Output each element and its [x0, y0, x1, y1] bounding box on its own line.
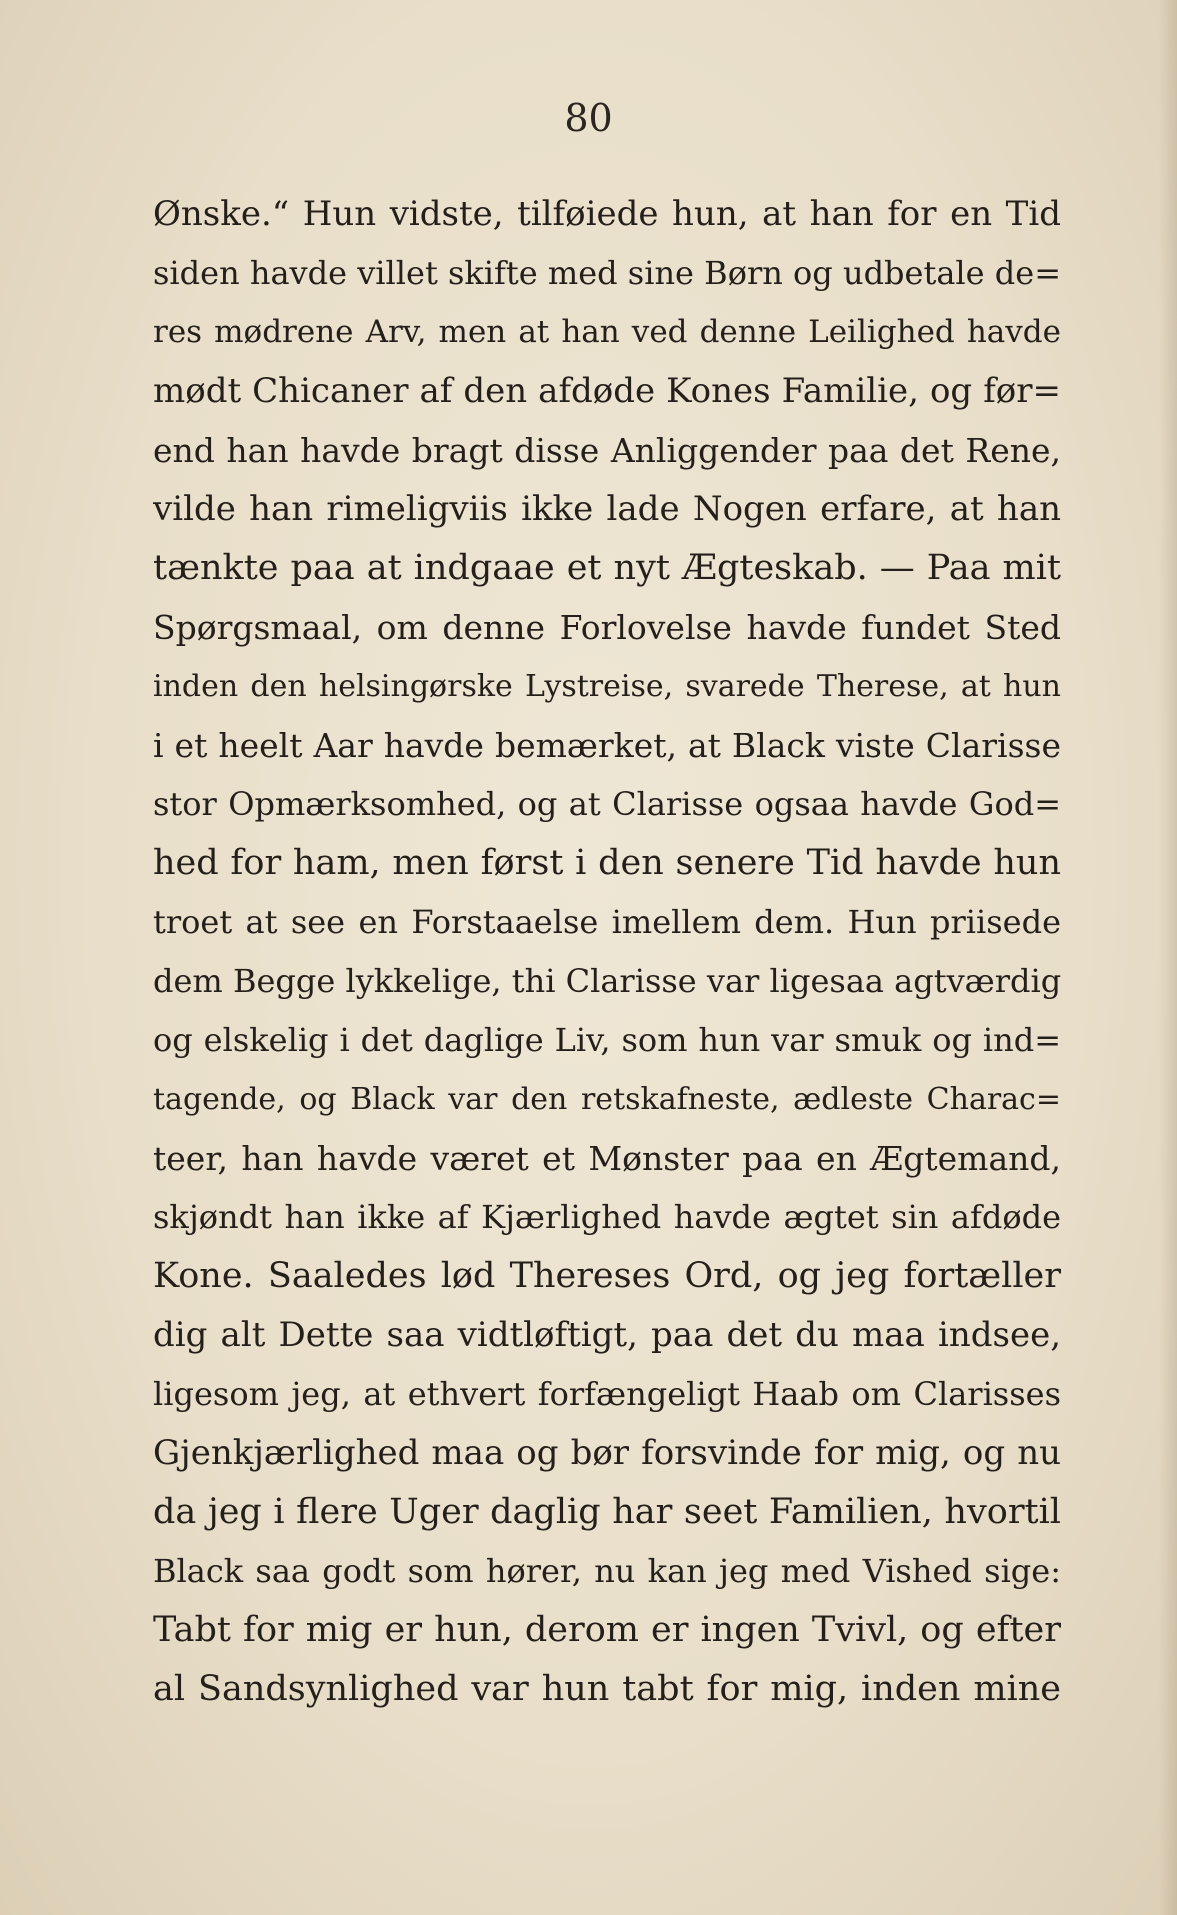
page-edge-shadow [1159, 0, 1177, 1915]
text-line: og elskelig i det daglige Liv, som hun var smuk og ind= [153, 1021, 1061, 1059]
text-line: al Sandsynlighed var hun tabt for mig, inden mine [153, 1669, 1061, 1709]
text-line: hed for ham, men først i den senere Tid havde hun [153, 843, 1061, 883]
text-line: dem Begge lykkelige, thi Clarisse var ligesaa agtværdig [153, 962, 1061, 1000]
text-line: Black saa godt som hører, nu kan jeg med Vished sige: [153, 1552, 1061, 1590]
text-line: Kone. Saaledes lød Thereses Ord, og jeg fortæller [153, 1256, 1061, 1296]
text-line: Gjenkjærlighed maa og bør forsvinde for mig, og nu [153, 1433, 1061, 1473]
text-line: Ønske.“ Hun vidste, tilføiede hun, at han for en Tid [153, 194, 1061, 234]
text-line: Tabt for mig er hun, derom er ingen Tvivl, og efter [153, 1610, 1061, 1650]
text-line: Spørgsmaal, om denne Forlovelse havde fundet Sted [153, 608, 1061, 647]
text-line: siden havde villet skifte med sine Børn og udbetale de= [153, 254, 1061, 292]
text-line: skjøndt han ikke af Kjærlighed havde ægtet sin afdøde [153, 1198, 1061, 1236]
text-line: vilde han rimeligviis ikke lade Nogen erfare, at han [153, 489, 1061, 529]
text-line: tagende, og Black var den retskafneste, ædleste Charac= [153, 1082, 1061, 1117]
text-line: mødt Chicaner af den afdøde Kones Familie, og før= [153, 371, 1061, 411]
text-line: teer, han havde været et Mønster paa en Ægtemand, [153, 1139, 1061, 1178]
text-line: dig alt Dette saa vidtløftigt, paa det du maa indsee, [153, 1315, 1061, 1355]
text-line: tænkte paa at indgaae et nyt Ægteskab. — Paa mit [153, 548, 1061, 588]
text-line: inden den helsingørske Lystreise, svarede Therese, at hun [153, 669, 1061, 704]
text-line: da jeg i flere Uger daglig har seet Familien, hvortil [153, 1492, 1061, 1532]
text-line: ligesom jeg, at ethvert forfængeligt Haab om Clarisses [153, 1375, 1061, 1413]
page-number: 80 [564, 96, 613, 140]
body-text [153, 185, 1061, 1719]
text-line: stor Opmærksomhed, og at Clarisse ogsaa havde God= [153, 785, 1061, 823]
text-line: troet at see en Forstaaelse imellem dem. Hun priisede [153, 903, 1061, 941]
text-line: res mødrene Arv, men at han ved denne Leilighed havde [153, 314, 1061, 350]
text-line: end han havde bragt disse Anliggender paa det Rene, [153, 431, 1061, 470]
text-line: i et heelt Aar havde bemærket, at Black viste Clarisse [153, 726, 1061, 765]
